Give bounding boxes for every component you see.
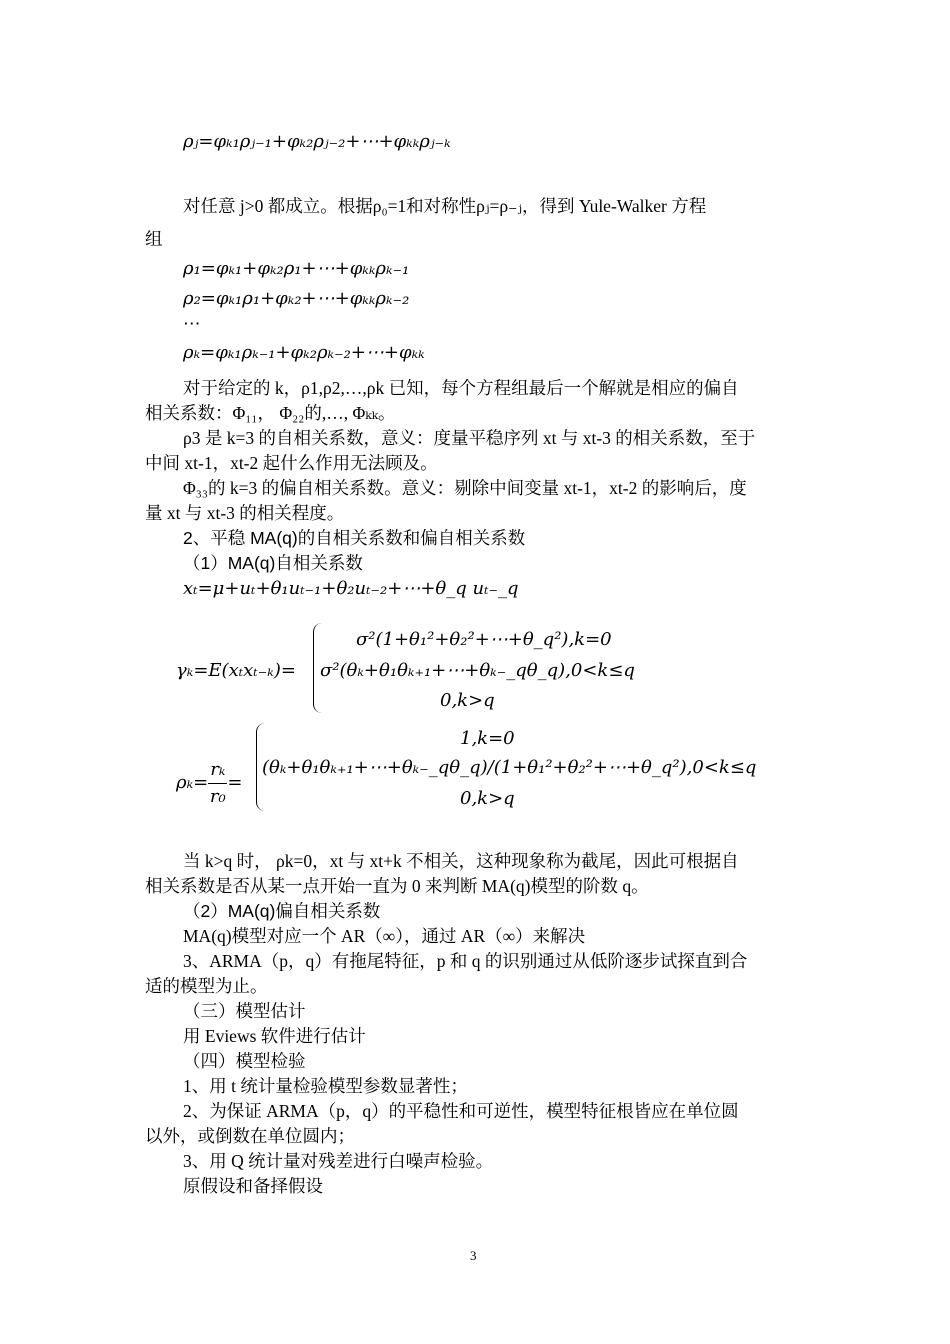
- gamma-case-1: σ²(1+θ₁²+θ₂²+⋯+θ_q²),k=0: [356, 629, 612, 650]
- heading-ma-acf-pacf: 2、平稳 MA(q)的自相关系数和偏自相关系数: [183, 528, 526, 548]
- rho-case-2: (θₖ+θ₁θₖ₊₁+⋯+θₖ₋_qθ_q)/(1+θ₁²+θ₂²+⋯+θ_q²),0<k≤q: [262, 757, 757, 778]
- paragraph-eviews: 用 Eviews 软件进行估计: [183, 1026, 366, 1046]
- paragraph-cutoff-b: 相关系数是否从某一点开始一直为 0 来判断 MA(q)模型的阶数 q。: [145, 876, 649, 896]
- rho-lhs-b: =: [227, 772, 243, 793]
- paragraph-yule-walker: 对任意 j>0 都成立。根据ρ₀=1和对称性ρⱼ=ρ₋ⱼ，得到 Yule-Walker 方程: [183, 196, 707, 216]
- rho-fraction: [208, 757, 227, 810]
- rho-frac-den: r₀: [209, 785, 226, 807]
- yule-walker-eq-2: ρ₂=φₖ₁ρ₁+φₖ₂+⋯+φₖₖρₖ₋₂: [183, 288, 410, 309]
- paragraph-ma-ar-inf: MA(q)模型对应一个 AR（∞），通过 AR（∞）来解决: [183, 926, 586, 946]
- heading-model-estimation: （三）模型估计: [183, 1001, 306, 1021]
- heading-model-test: （四）模型检验: [183, 1051, 306, 1071]
- heading-ma-pacf: （2）MA(q)偏自相关系数: [183, 901, 381, 921]
- yule-walker-eq-k: ρₖ=φₖ₁ρₖ₋₁+φₖ₂ρₖ₋₂+⋯+φₖₖ: [183, 342, 425, 363]
- paragraph-arma-a: 3、ARMA（p，q）有拖尾特征，p 和 q 的识别通过从低阶逐步试探直到合: [183, 951, 748, 971]
- paragraph-unit-circle-a: 2、为保证 ARMA（p，q）的平稳性和可逆性，模型特征根皆应在单位圆: [183, 1101, 739, 1121]
- yule-walker-ellipsis: ⋯: [183, 313, 201, 333]
- paragraph-unit-circle-b: 以外，或倒数在单位圆内；: [145, 1126, 355, 1146]
- paragraph-phi33-a: Φ₃₃的 k=3 的偏自相关系数。意义：剔除中间变量 xt-1，xt-2 的影响后，度: [183, 478, 747, 498]
- rho-case-3: 0,k>q: [460, 788, 515, 809]
- yule-walker-eq-1: ρ₁=φₖ₁+φₖ₂ρ₁+⋯+φₖₖρₖ₋₁: [183, 258, 410, 279]
- heading-ma-acf: （1）MA(q)自相关系数: [183, 553, 363, 573]
- paragraph-hypotheses: 原假设和备择假设: [183, 1176, 323, 1196]
- page-number: 3: [470, 1248, 477, 1263]
- gamma-lhs: γₖ=E(xₜxₜ₋ₖ)=: [176, 660, 296, 681]
- paragraph-rho3-a: ρ3 是 k=3 的自相关系数，意义：度量平稳序列 xt 与 xt-3 的相关系数，至于: [183, 428, 756, 448]
- rho-case-1: 1,k=0: [460, 728, 515, 749]
- rho-lhs: [176, 753, 243, 813]
- paragraph-arma-b: 适的模型为止。: [145, 976, 268, 996]
- equation-rho-j: ρⱼ=φₖ₁ρⱼ₋₁+φₖ₂ρⱼ₋₂+⋯+φₖₖρⱼ₋ₖ: [183, 131, 451, 152]
- gamma-case-3: 0,k>q: [440, 690, 495, 711]
- paragraph-cutoff-a: 当 k>q 时， ρk=0，xt 与 xt+k 不相关，这种现象称为截尾，因此可根据自: [183, 851, 739, 871]
- gamma-case-2: σ²(θₖ+θ₁θₖ₊₁+⋯+θₖ₋_qθ_q),0<k≤q: [320, 660, 635, 681]
- paragraph-yule-walker-cont: 组: [145, 229, 163, 249]
- paragraph-q-test: 3、用 Q 统计量对残差进行白噪声检验。: [183, 1151, 494, 1171]
- paragraph-phi33-b: 量 xt 与 xt-3 的相关程度。: [145, 503, 345, 523]
- rho-lhs-a: ρₖ=: [176, 772, 209, 793]
- paragraph-t-test: 1、用 t 统计量检验模型参数显著性；: [183, 1076, 468, 1096]
- paragraph-pacf-a: 对于给定的 k，ρ1,ρ2,…,ρk 已知，每个方程组最后一个解就是相应的偏自: [183, 378, 739, 398]
- equation-ma-process: xₜ=μ+uₜ+θ₁uₜ₋₁+θ₂uₜ₋₂+⋯+θ_q uₜ₋_q: [183, 578, 519, 599]
- paragraph-rho3-b: 中间 xt-1，xt-2 起什么作用无法顾及。: [145, 453, 438, 473]
- rho-frac-num: rₖ: [208, 757, 227, 784]
- paragraph-pacf-b: 相关系数：Φ₁₁， Φ₂₂的,…, Φₖₖ。: [145, 403, 396, 423]
